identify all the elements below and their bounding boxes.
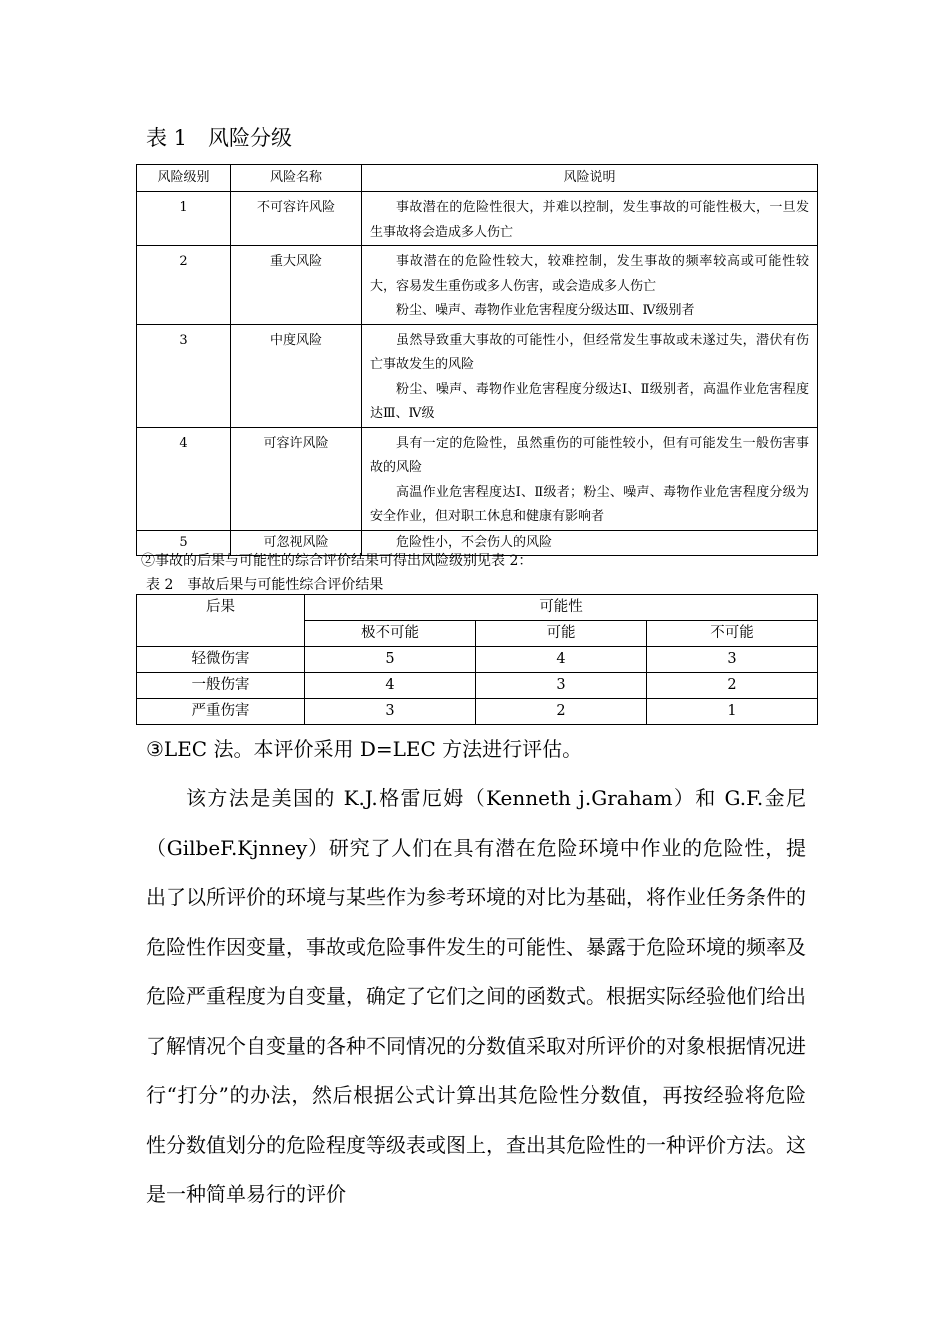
table2-caption: 表 2 事故后果与可能性综合评价结果 — [146, 577, 384, 593]
table-row — [137, 192, 818, 246]
risk-desc-text: 具有一定的危险性，虽然重伤的可能性较小，但有可能发生一般伤害事故的风险 — [370, 435, 809, 475]
risk-desc-text: 粉尘、噪声、毒物作业危害程度分级达Ⅰ、Ⅱ级别者，高温作业危害程度达Ⅲ、Ⅳ级 — [370, 381, 809, 421]
risk-desc-text: 事故潜在的危险性很大，并难以控制，发生事故的可能性极大，一旦发生事故将会造成多人伤亡 — [370, 200, 809, 240]
table-header-row — [137, 165, 818, 192]
table-cell: 3 — [647, 647, 818, 673]
risk-desc-text: 粉尘、噪声、毒物作业危害程度分级达Ⅲ、Ⅳ级别者 — [396, 303, 695, 318]
column-header: 可能 — [476, 621, 647, 647]
header-cell: 风险级别 — [137, 165, 231, 192]
table1-caption: 表 1 风险分级 — [146, 126, 293, 150]
risk-desc-cell — [362, 324, 818, 427]
table-cell: 4 — [305, 673, 476, 699]
risk-name-cell: 可忽视风险 — [231, 530, 362, 555]
table-row — [137, 427, 818, 530]
table-row — [137, 673, 818, 699]
risk-name-cell: 重大风险 — [231, 246, 362, 325]
risk-desc-cell — [362, 192, 818, 246]
risk-desc-cell — [362, 246, 818, 325]
risk-name-cell: 可容许风险 — [231, 427, 362, 530]
risk-desc-text: 高温作业危害程度达Ⅰ、Ⅱ级者；粉尘、噪声、毒物作业危害程度分级为安全作业，但对职工休息和健康有影响者 — [370, 484, 809, 524]
risk-desc-text: 虽然导致重大事故的可能性小，但经常发生事故或未遂过失，潜伏有伤亡事故发生的风险 — [370, 332, 809, 372]
table-cell: 1 — [647, 699, 818, 725]
row-label: 轻微伤害 — [137, 647, 305, 673]
risk-level-cell: 2 — [137, 246, 231, 325]
table-row — [137, 699, 818, 725]
risk-level-cell: 4 — [137, 427, 231, 530]
column-header: 极不可能 — [305, 621, 476, 647]
table-cell: 5 — [305, 647, 476, 673]
row-label: 严重伤害 — [137, 699, 305, 725]
risk-desc-text: 危险性小，不会伤人的风险 — [396, 534, 553, 550]
corner-header: 后果 — [137, 595, 305, 647]
table-row — [137, 324, 818, 427]
risk-desc-cell — [362, 427, 818, 530]
table-row — [137, 246, 818, 325]
risk-level-cell: 5 — [137, 530, 231, 555]
risk-level-table — [136, 164, 818, 556]
table-cell: 3 — [476, 673, 647, 699]
column-header: 不可能 — [647, 621, 818, 647]
table2-note: ②事故的后果与可能性的综合评价结果可得出风险级别见表 2： — [141, 553, 533, 569]
group-header: 可能性 — [305, 595, 818, 621]
body-paragraph: 该方法是美国的 K.J.格雷厄姆（Kenneth j.Graham）和 G.F.金尼（GilbeF.Kjnney）研究了人们在具有潜在危险环境中作业的危险性，提出了以所评价的环境与某些作为参考环境的对比为基础，将作业任务条件的危险性作因变量，事故或危险事件发生的可能性、暴露于危险环境的频率及危险严重程度为自变量，确定了它们之间的函数式。根据实际经验他们给出了解情况个自变量的各种不同情况的分数值采取对所评价的对象根据情况进行“打分”的办法，然后根据公式计算出其危险性分数值，再按经验将危险性分数值划分的危险程度等级表或图上，查出其危险性的一种评价方法。这是一种简单易行的评价 — [146, 786, 806, 1206]
risk-level-cell: 3 — [137, 324, 231, 427]
consequence-likelihood-table — [136, 594, 818, 725]
risk-name-cell: 中度风险 — [231, 324, 362, 427]
header-cell: 风险说明 — [362, 165, 818, 192]
header-cell: 风险名称 — [231, 165, 362, 192]
risk-desc-text: 事故潜在的危险性较大，较难控制，发生事故的频率较高或可能性较大，容易发生重伤或多人伤害，或会造成多人伤亡 — [370, 254, 809, 294]
row-label: 一般伤害 — [137, 673, 305, 699]
table-header-row — [137, 595, 818, 621]
table-cell: 2 — [476, 699, 647, 725]
table-row — [137, 647, 818, 673]
risk-level-cell: 1 — [137, 192, 231, 246]
risk-name-cell: 不可容许风险 — [231, 192, 362, 246]
table-cell: 4 — [476, 647, 647, 673]
lec-heading: ③LEC 法。本评价采用 D=LEC 方法进行评估。 — [146, 737, 583, 761]
table-cell: 3 — [305, 699, 476, 725]
table-cell: 2 — [647, 673, 818, 699]
